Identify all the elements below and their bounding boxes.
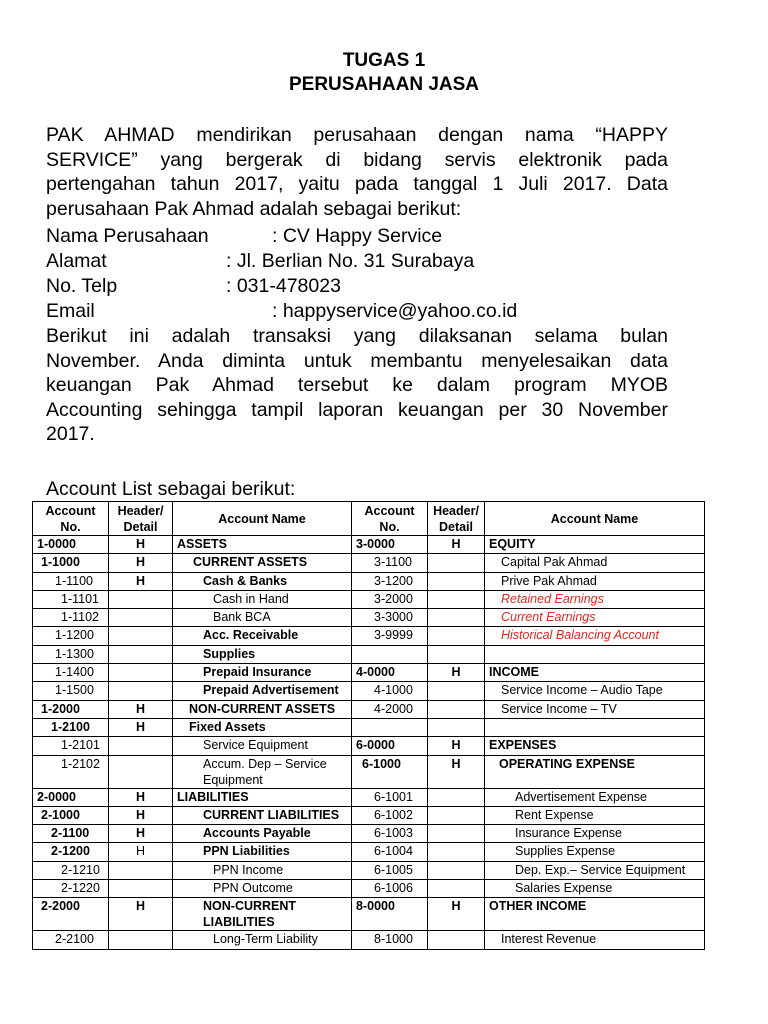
table-row — [33, 700, 705, 718]
header-detail-cell — [428, 931, 485, 949]
account-name-cell: EXPENSES — [485, 737, 705, 755]
company-email-value: : happyservice@yahoo.co.id — [272, 300, 518, 322]
page-title: TUGAS 1 — [342, 50, 426, 71]
company-phone-row — [46, 274, 341, 299]
header-detail-cell: H — [109, 572, 173, 590]
account-name-cell: PPN Outcome — [173, 880, 352, 898]
account-no-cell: 2-0000 — [33, 788, 109, 806]
intro-line: PAK AHMAD mendirikan perusahaan dengan nama “HAPPY — [46, 124, 668, 146]
header-detail-cell: H — [109, 536, 173, 554]
account-no-cell: 2-1200 — [33, 843, 109, 861]
page-subtitle: PERUSAHAAN JASA — [288, 74, 480, 95]
header-detail-cell — [109, 590, 173, 608]
instructions-paragraph — [46, 324, 668, 447]
header-detail-cell — [428, 843, 485, 861]
table-row — [33, 755, 705, 788]
col-header-account-name: Account Name — [173, 502, 352, 536]
account-no-cell: 3-3000 — [352, 609, 428, 627]
header-detail-cell — [109, 737, 173, 755]
account-no-cell: 3-1100 — [352, 554, 428, 572]
table-row — [33, 880, 705, 898]
account-no-cell: 1-1102 — [33, 609, 109, 627]
col-header-header-detail: Header/ Detail — [109, 502, 173, 536]
col-header-account-no: Account No. — [352, 502, 428, 536]
header-detail-cell: H — [109, 700, 173, 718]
account-no-cell: 1-1000 — [33, 554, 109, 572]
account-name-cell — [485, 718, 705, 736]
account-no-cell: 6-1003 — [352, 825, 428, 843]
table-row — [33, 737, 705, 755]
header-detail-cell — [428, 609, 485, 627]
table-header-row — [33, 502, 705, 536]
table-row — [33, 554, 705, 572]
instructions-line: November. Anda diminta untuk membantu menyelesaikan data — [46, 349, 668, 372]
account-name-cell: Supplies Expense — [485, 843, 705, 861]
table-row — [33, 861, 705, 879]
account-name-cell: Accum. Dep – Service Equipment — [173, 755, 352, 788]
col-header-account-no: Account No. — [33, 502, 109, 536]
account-no-cell: 6-1004 — [352, 843, 428, 861]
table-row — [33, 590, 705, 608]
header-detail-cell — [428, 718, 485, 736]
account-name-cell: Accounts Payable — [173, 825, 352, 843]
company-phone-label: No. Telp — [46, 275, 118, 297]
header-detail-cell — [428, 806, 485, 824]
account-name-cell — [485, 645, 705, 663]
account-list-body — [33, 536, 705, 950]
account-name-cell: Insurance Expense — [485, 825, 705, 843]
header-detail-cell — [428, 554, 485, 572]
account-no-cell: 2-1100 — [33, 825, 109, 843]
header-detail-cell: H — [428, 536, 485, 554]
company-name-row — [46, 224, 443, 249]
account-name-cell: NON-CURRENT ASSETS — [173, 700, 352, 718]
account-no-cell: 1-2100 — [33, 718, 109, 736]
account-no-cell: 1-0000 — [33, 536, 109, 554]
table-row — [33, 806, 705, 824]
header-detail-cell — [109, 609, 173, 627]
table-row — [33, 645, 705, 663]
table-row — [33, 664, 705, 682]
account-name-cell: Bank BCA — [173, 609, 352, 627]
account-name-cell: INCOME — [485, 664, 705, 682]
account-no-cell: 4-2000 — [352, 700, 428, 718]
table-row — [33, 609, 705, 627]
account-name-cell: PPN Liabilities — [173, 843, 352, 861]
instructions-line: Accounting sehingga tampil laporan keuangan per 30 November — [46, 398, 668, 421]
account-no-cell: 1-1400 — [33, 664, 109, 682]
account-name-cell: Supplies — [173, 645, 352, 663]
intro-paragraph — [46, 123, 668, 221]
company-email-label: Email — [46, 300, 95, 322]
account-name-cell: PPN Income — [173, 861, 352, 879]
header-detail-cell — [109, 880, 173, 898]
company-phone-value: : 031-478023 — [226, 275, 341, 297]
account-no-cell: 1-1200 — [33, 627, 109, 645]
header-detail-cell — [428, 627, 485, 645]
account-name-cell: Service Income – Audio Tape — [485, 682, 705, 700]
table-row — [33, 843, 705, 861]
account-list-heading: Account List sebagai berikut: — [46, 478, 296, 500]
instructions-line: Berikut ini adalah transaksi yang dilaksanan selama bulan — [46, 325, 668, 347]
account-no-cell: 1-1300 — [33, 645, 109, 663]
account-name-cell: Current Earnings — [485, 609, 705, 627]
account-no-cell: 1-2102 — [33, 755, 109, 788]
account-name-cell: Rent Expense — [485, 806, 705, 824]
account-no-cell: 3-2000 — [352, 590, 428, 608]
account-name-cell: Salaries Expense — [485, 880, 705, 898]
account-name-cell: OTHER INCOME — [485, 898, 705, 931]
intro-line: perusahaan Pak Ahmad adalah sebagai berikut: — [46, 197, 462, 220]
account-name-cell: EQUITY — [485, 536, 705, 554]
company-address-row — [46, 249, 475, 274]
account-name-cell: NON-CURRENT LIABILITIES — [173, 898, 352, 931]
account-no-cell: 1-1101 — [33, 590, 109, 608]
header-detail-cell — [109, 645, 173, 663]
account-no-cell: 3-0000 — [352, 536, 428, 554]
header-detail-cell — [428, 645, 485, 663]
header-detail-cell: H — [109, 843, 173, 861]
account-no-cell: 2-1210 — [33, 861, 109, 879]
table-row — [33, 788, 705, 806]
account-no-cell: 1-2101 — [33, 737, 109, 755]
account-name-cell: Dep. Exp.– Service Equipment — [485, 861, 705, 879]
account-no-cell: 3-1200 — [352, 572, 428, 590]
account-no-cell: 2-2000 — [33, 898, 109, 931]
company-email-row — [46, 299, 518, 324]
header-detail-cell — [428, 880, 485, 898]
account-name-cell: Long-Term Liability — [173, 931, 352, 949]
table-row — [33, 627, 705, 645]
account-list-table — [32, 501, 705, 950]
header-detail-cell: H — [109, 825, 173, 843]
account-name-cell: Historical Balancing Account — [485, 627, 705, 645]
account-no-cell: 1-2000 — [33, 700, 109, 718]
account-no-cell: 4-0000 — [352, 664, 428, 682]
account-no-cell: 8-1000 — [352, 931, 428, 949]
header-detail-cell: H — [109, 788, 173, 806]
header-detail-cell: H — [428, 664, 485, 682]
header-detail-cell — [428, 590, 485, 608]
instructions-line: keuangan Pak Ahmad tersebut ke dalam program MYOB — [46, 374, 668, 397]
header-detail-cell — [428, 572, 485, 590]
account-no-cell: 3-9999 — [352, 627, 428, 645]
header-detail-cell — [109, 664, 173, 682]
account-no-cell: 6-1001 — [352, 788, 428, 806]
account-name-cell: CURRENT ASSETS — [173, 554, 352, 572]
account-name-cell: LIABILITIES — [173, 788, 352, 806]
account-no-cell: 2-2100 — [33, 931, 109, 949]
table-row — [33, 536, 705, 554]
account-name-cell: Prive Pak Ahmad — [485, 572, 705, 590]
account-no-cell: 6-0000 — [352, 737, 428, 755]
header-detail-cell — [428, 825, 485, 843]
header-detail-cell — [428, 682, 485, 700]
account-name-cell: Prepaid Advertisement — [173, 682, 352, 700]
account-no-cell: 6-1002 — [352, 806, 428, 824]
header-detail-cell — [109, 627, 173, 645]
account-no-cell: 2-1220 — [33, 880, 109, 898]
header-detail-cell: H — [109, 554, 173, 572]
header-detail-cell — [109, 931, 173, 949]
account-no-cell: 6-1006 — [352, 880, 428, 898]
account-name-cell: Cash & Banks — [173, 572, 352, 590]
header-detail-cell — [109, 682, 173, 700]
intro-line: pertengahan tahun 2017, yaitu pada tanggal 1 Juli 2017. Data — [46, 173, 668, 196]
account-name-cell: CURRENT LIABILITIES — [173, 806, 352, 824]
account-name-cell: Service Income – TV — [485, 700, 705, 718]
account-no-cell — [352, 718, 428, 736]
header-detail-cell: H — [109, 806, 173, 824]
account-name-cell: Prepaid Insurance — [173, 664, 352, 682]
account-name-cell: Retained Earnings — [485, 590, 705, 608]
header-detail-cell — [428, 788, 485, 806]
header-detail-cell — [109, 755, 173, 788]
account-no-cell — [352, 645, 428, 663]
header-detail-cell: H — [109, 898, 173, 931]
col-header-account-name: Account Name — [485, 502, 705, 536]
company-address-value: : Jl. Berlian No. 31 Surabaya — [226, 250, 475, 272]
account-no-cell: 1-1100 — [33, 572, 109, 590]
header-detail-cell — [428, 700, 485, 718]
account-name-cell: Advertisement Expense — [485, 788, 705, 806]
header-detail-cell: H — [109, 718, 173, 736]
table-row — [33, 572, 705, 590]
account-name-cell: Acc. Receivable — [173, 627, 352, 645]
account-no-cell: 6-1005 — [352, 861, 428, 879]
account-no-cell: 1-1500 — [33, 682, 109, 700]
instructions-line: 2017. — [46, 423, 95, 446]
account-name-cell: ASSETS — [173, 536, 352, 554]
account-no-cell: 8-0000 — [352, 898, 428, 931]
account-name-cell: Fixed Assets — [173, 718, 352, 736]
company-address-label: Alamat — [46, 250, 107, 272]
account-name-cell: Capital Pak Ahmad — [485, 554, 705, 572]
account-name-cell: Interest Revenue — [485, 931, 705, 949]
header-detail-cell: H — [428, 898, 485, 931]
intro-line: SERVICE” yang bergerak di bidang servis elektronik pada — [46, 148, 668, 171]
table-row — [33, 898, 705, 931]
company-name-label: Nama Perusahaan — [46, 225, 209, 247]
company-name-value: : CV Happy Service — [272, 225, 443, 247]
header-detail-cell — [109, 861, 173, 879]
table-row — [33, 718, 705, 736]
account-no-cell: 4-1000 — [352, 682, 428, 700]
table-row — [33, 931, 705, 949]
account-no-cell: 6-1000 — [352, 755, 428, 788]
header-detail-cell: H — [428, 737, 485, 755]
account-no-cell: 2-1000 — [33, 806, 109, 824]
col-header-header-detail: Header/ Detail — [428, 502, 485, 536]
account-name-cell: Service Equipment — [173, 737, 352, 755]
table-row — [33, 682, 705, 700]
header-detail-cell — [428, 861, 485, 879]
account-name-cell: OPERATING EXPENSE — [485, 755, 705, 788]
header-detail-cell: H — [428, 755, 485, 788]
account-name-cell: Cash in Hand — [173, 590, 352, 608]
table-row — [33, 825, 705, 843]
